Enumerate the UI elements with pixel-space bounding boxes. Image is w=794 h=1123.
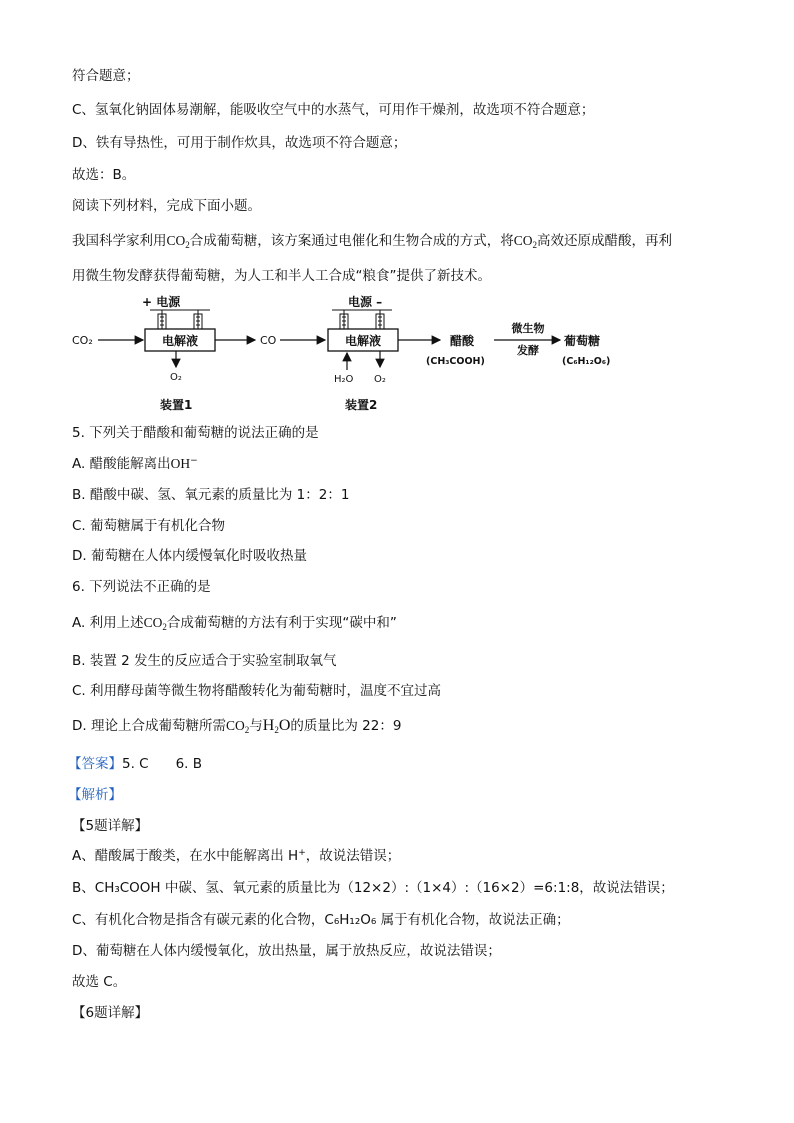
acetic-formula: (CH₃COOH) (426, 356, 485, 367)
p7: 用微生物发酵获得葡萄糖，为人工和半人工合成“粮食”提供了新技术。 (72, 268, 491, 284)
p6-b: 合成葡萄糖，该方案通过电催化和生物合成的方式，将 (189, 233, 514, 249)
electrode-pair-2 (332, 310, 392, 330)
p6-co2: $CO_2$ (166, 233, 190, 250)
power2-label: 电源 – (348, 295, 383, 309)
electrolyte2-label: 电解液 (344, 334, 382, 348)
q6-option-b: B. 装置 2 发生的反应适合于实验室制取氧气 (72, 653, 337, 669)
p6-co2b: $CO_2$ (513, 233, 538, 250)
electrode-pair-1 (150, 310, 210, 330)
analysis-c: C、有机化合物是指含有碳元素的化合物，C₆H₁₂O₆ 属于有机化合物，故说法正确； (72, 912, 570, 928)
device1-label: 装置1 (160, 398, 193, 412)
microbe-label: 微生物 (511, 322, 545, 335)
p6-a: 我国科学家利用 (72, 233, 167, 249)
analysis-tag: 【解析】 (68, 787, 122, 803)
co2-input-label: CO₂ (72, 334, 93, 347)
p2: C、氢氧化钠固体易潮解，能吸收空气中的水蒸气，可用作干燥剂，故选项不符合题意； (72, 102, 595, 118)
co-label: CO (260, 334, 277, 347)
q6-option-d: D. 理论上合成葡萄糖所需$CO_2$与$H_2O$的质量比为 22：9 (72, 717, 402, 735)
p5: 阅读下列材料，完成下面小题。 (72, 198, 261, 214)
device2-label: 装置2 (345, 398, 378, 412)
analysis-a: A、醋酸属于酸类，在水中能解离出 H+，故说法错误； (72, 848, 401, 864)
q5-option-a: A. 醋酸能解离出OH− (72, 456, 198, 472)
glucose-formula: (C₆H₁₂O₆) (562, 356, 611, 367)
electrolyte1-label: 电解液 (161, 334, 199, 348)
analysis-conclusion: 故选 C。 (72, 974, 127, 990)
q5-option-d: D. 葡萄糖在人体内缓慢氧化时吸收热量 (72, 548, 307, 564)
q5-stem: 5. 下列关于醋酸和葡萄糖的说法正确的是 (72, 425, 319, 441)
h2o-label: H₂O (334, 374, 354, 385)
q6-stem: 6. 下列说法不正确的是 (72, 579, 211, 595)
p6 (72, 231, 672, 251)
q5-option-b: B. 醋酸中碳、氢、氧元素的质量比为 1：2：1 (72, 487, 350, 503)
process-diagram (70, 292, 630, 417)
answer-text: 5. C 6. B (122, 756, 203, 772)
ferment-label: 发酵 (517, 344, 539, 357)
p3: D、铁有导热性，可用于制作炊具，故选项不符合题意； (72, 135, 407, 151)
answer-line (68, 754, 202, 774)
analysis-d: D、葡萄糖在人体内缓慢氧化，放出热量，属于放热反应，故说法错误； (72, 943, 501, 959)
glucose-label: 葡萄糖 (564, 334, 601, 348)
q5-detail-tag: 【5题详解】 (72, 818, 149, 834)
acetic-label: 醋酸 (450, 334, 475, 348)
p1: 符合题意； (72, 68, 140, 84)
p4: 故选：B。 (72, 167, 136, 183)
o2-label-1: O₂ (170, 372, 182, 383)
q5-option-c: C. 葡萄糖属于有机化合物 (72, 518, 226, 534)
p6-c: 高效还原成醋酸，再利 (537, 233, 673, 249)
q6-detail-tag: 【6题详解】 (72, 1005, 149, 1021)
q6-option-c: C. 利用酵母菌等微生物将醋酸转化为葡萄糖时，温度不宜过高 (72, 683, 442, 699)
power1-label: + 电源 (142, 295, 181, 309)
o2-label-2: O₂ (374, 374, 386, 385)
q6-option-a: A. 利用上述$CO_2$合成葡萄糖的方法有利于实现“碳中和” (72, 615, 397, 632)
answer-tag: 【答案】 (68, 756, 122, 772)
analysis-b: B、CH₃COOH 中碳、氢、氧元素的质量比为（12×2）:（1×4）:（16×2）=6:1:8，故说法错误； (72, 880, 674, 896)
